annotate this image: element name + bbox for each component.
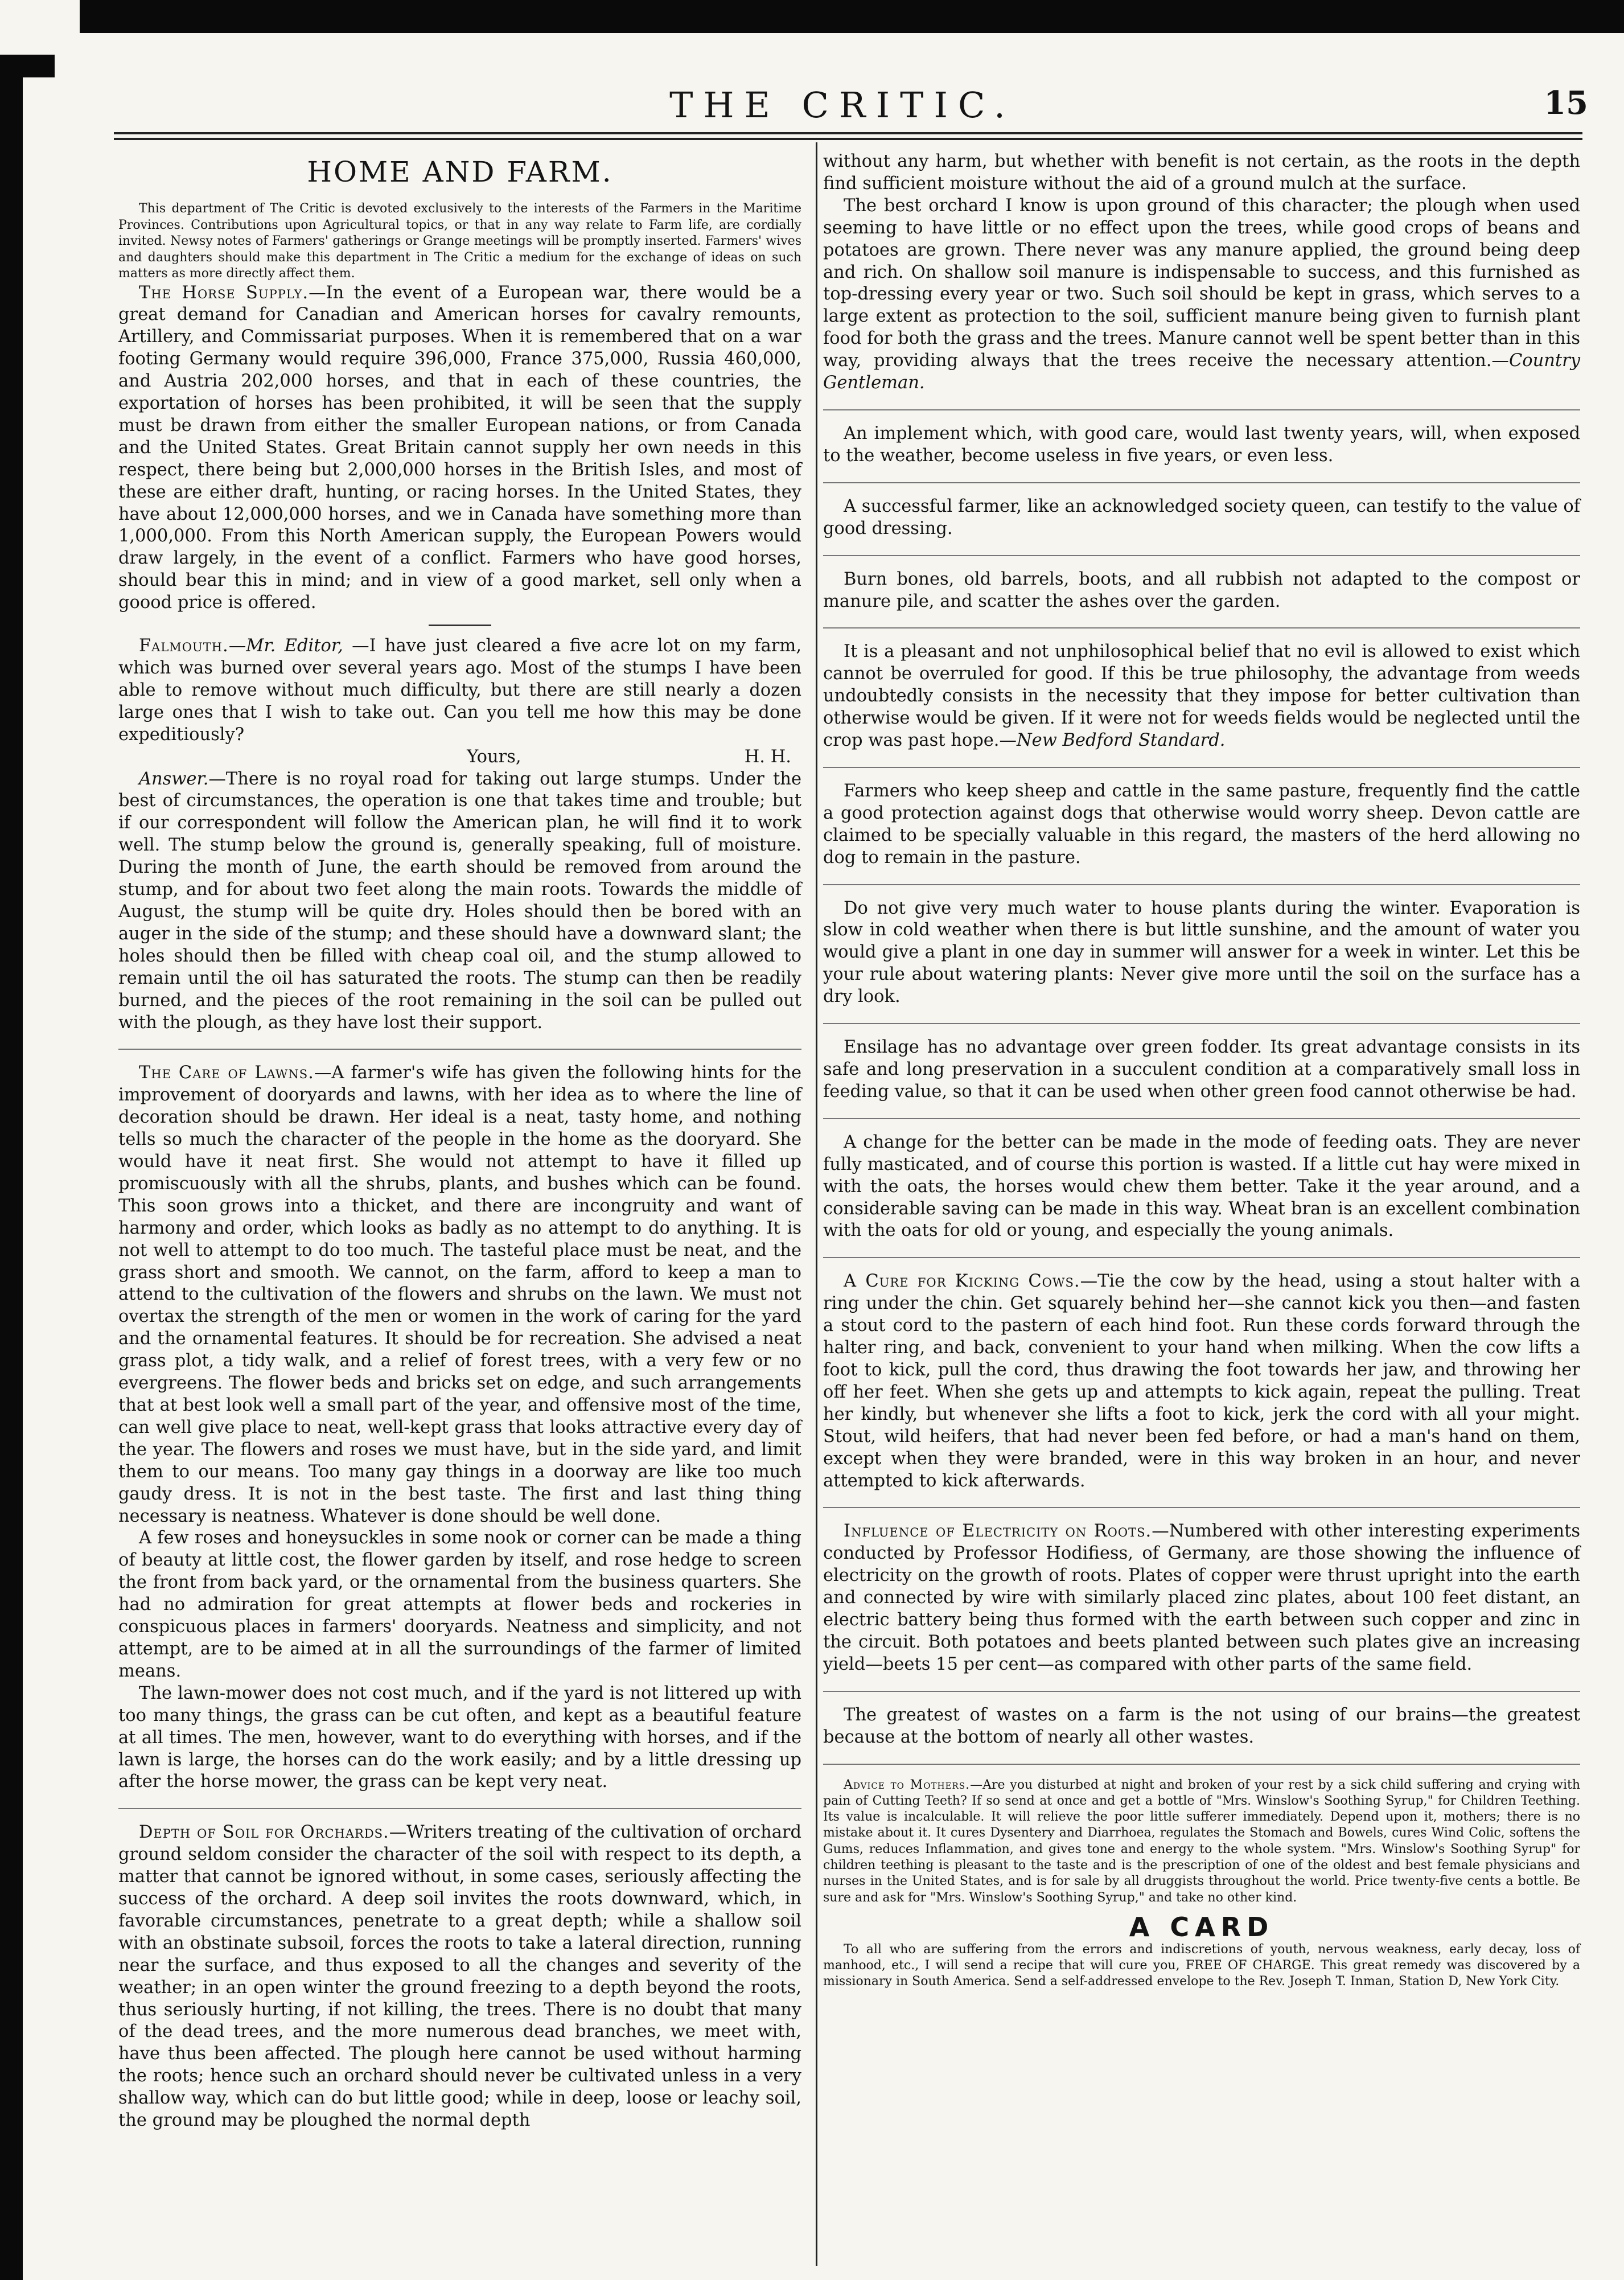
answer-label: Answer. xyxy=(139,769,209,789)
note-wastes: The greatest of wastes on a farm is the not using of our brains—the greatest because at the bottom of nearly all other wastes. xyxy=(823,1704,1580,1747)
note-ensilage: Ensilage has no advantage over green fodder. Its great advantage consists in its safe and long preservation in a succulent condition at a comparatively small loss in feeding value, so that it can be used when other green food cannot otherwise be had. xyxy=(823,1037,1580,1102)
top-border xyxy=(80,0,1624,33)
note-sheep: Farmers who keep sheep and cattle in the same pasture, frequently find the cattle a good protection against dogs that otherwise would worry sheep. Devon cattle are claimed to be specially valuable in this regard, the masters of the herd allowing no dog to remain in the pasture. xyxy=(823,780,1580,868)
article-heading: A Cure for Kicking Cows. xyxy=(844,1271,1080,1292)
separator xyxy=(823,555,1580,556)
article-body: —A farmer's wife has given the following hints for the improvement of dooryards and lawns, with her idea as to where the line of decoration should be drawn. Her ideal is a neat, tasty home, and nothing tells so much the character of the people in the home as the dooryard. She would have it neat first. She would not attempt to have it filled up promiscuously with all the shrubs, plants, and bushes which can be found. This soon grows into a thicket, and there are incongruity and want of harmony and order, which looks as badly as no attempt to do anything. It is not well to attempt to do too much. The tasteful place must be neat, and the grass short and smooth. We cannot, on the farm, afford to keep a man to attend to the cultivation of the flowers and shrubs on the lawn. We must not overtax the strength of the men or women in the work of caring for the yard and the ornamental features. It should be for recreation. She advised a neat grass plot, a tidy walk, and a relief of forest trees, with a very few or no evergreens. The flower beds and bricks set on edge, and such arrangements that at best look well a small part of the year, and offensive most of the time, can well give place to neat, well-kept grass that looks attractive every day of the year. The flowers and roses we must have, but in the side yard, and limit them to our means. Too many gay things in a doorway are like too much gaudy dress. It is not in the best taste. The first and last thing thing necessary is neatness. Whatever is done should be well done. xyxy=(118,1063,801,1526)
article-body: —I have just cleared a five acre lot on my farm, which was burned over several years ago. Most of the stumps I have been able to remove without much difficulty, but there are still nearly a dozen large ones that I wish to take out. Can you tell me how this may be done expeditiously? xyxy=(118,636,802,745)
article-source: Country Gentleman. xyxy=(823,351,1580,393)
article-paragraph xyxy=(823,195,1580,395)
article-depth-of-soil xyxy=(118,1822,801,2132)
newspaper-title: THE CRITIC. xyxy=(669,84,1015,126)
section-title: HOME AND FARM. xyxy=(307,155,613,188)
separator xyxy=(429,625,491,626)
article-heading: Depth of Soil for Orchards. xyxy=(139,1822,389,1843)
left-column xyxy=(118,151,801,2132)
signature-initials: H. H. xyxy=(744,746,791,767)
note-bones: Burn bones, old barrels, boots, and all rubbish not adapted to the compost or manure pile, and scatter the ashes over the garden. xyxy=(823,569,1580,611)
salutation: —Mr. Editor, xyxy=(228,636,343,656)
article-body: —Tie the cow by the head, using a stout halter with a ring under the chin. Get squarely behind her—she cannot kick you then—and fasten a stout cord to the pastern of each hind foot. Run these cords forward through the halter ring, and back, convenient to your hand when milking. When the cow lifts a foot to kick, pull the cord, thus drawing the foot towards her jaw, and throwing her off her feet. When she gets up and attempts to kick again, repeat the pulling. Treat her kindly, but whenever she lifts a foot to kick, jerk the cord with all your might. Stout, wild heifers, that had never been fed before, or had a man's hand on them, except when they were branded, were in this way broken in an hour, and never attempted to kick afterwards. xyxy=(823,1271,1580,1491)
article-body: —Numbered with other interesting experiments conducted by Professor Hodifiess, of Germany, are those showing the influence of electricity on the growth of roots. Plates of copper were thrust upright into the earth and connected by wire with similarly placed zinc plates, about 100 feet distant, an electric battery being thus formed with the earth between such copper and zinc in the circuit. Both potatoes and beets planted between such plates give an increasing yield—beets 15 per cent—as compared with other parts of the same field. xyxy=(823,1521,1580,1674)
article-horse-supply xyxy=(118,282,801,615)
left-border xyxy=(0,55,23,2280)
article-care-of-lawns xyxy=(118,1062,801,1527)
note-house-plants: Do not give very much water to house plants during the winter. Evaporation is slow in cold weather when there is but little sunshine, and the amount of water you would give a plant in one day in summer will answer for a week in winter. Let this be your rule about watering plants: Never give more until the soil on the surface has a dry look. xyxy=(823,898,1580,1007)
separator xyxy=(823,1764,1580,1765)
article-paragraph: The lawn-mower does not cost much, and if the yard is not littered up with too many things, the grass can be cut often, and kept as a beautiful feature at all times. The men, however, want to do everything with horses, and if the lawn is large, the horses can do the work easily; and by a little dressing up after the horse mower, the grass can be kept very neat. xyxy=(118,1683,801,1792)
advertisement-advice-to-mothers xyxy=(823,1777,1580,1906)
card-title: A CARD xyxy=(1129,1911,1274,1942)
ad-heading: Advice to Mothers. xyxy=(844,1777,971,1792)
article-heading: The Care of Lawns. xyxy=(139,1063,314,1083)
article-body: —Writers treating of the cultivation of orchard ground seldom consider the character of the soil with respect to its depth, a matter that cannot be ignored without, in some cases, seriously affecting the success of the orchard. A deep soil invites the roots downward, which, in favorable circumstances, penetrate to a great depth; while a shallow soil with an obstinate subsoil, forces the roots to take a lateral direction, running near the surface, and thus exposed to all the changes and severity of the weather; in an open winter the ground freezing to a depth beyond the roots, thus seriously hurting, if not killing, the trees. There is no doubt that many of the dead trees, and the more numerous dead branches, we meet with, have thus been affected. The plough here cannot be used without harming the roots; hence such an orchard should never be cultivated unless in a very shallow way, which can do but little good; while in deep, loose or leachy soil, the ground may be ploughed the normal depth xyxy=(118,1822,802,2131)
article-answer xyxy=(118,769,801,1034)
note-oats: A change for the better can be made in the mode of feeding oats. They are never fully masticated, and of course this portion is wasted. If a little cut hay were mixed in with the oats, the horses would chew them better. Take it the year around, and a considerable saving can be made in this way. Wheat bran is an excellent combination with the oats for old or young, and especially the young animals. xyxy=(823,1132,1580,1241)
article-heading: Falmouth. xyxy=(139,636,229,656)
separator xyxy=(118,1808,801,1809)
separator xyxy=(823,482,1580,483)
article-heading: Influence of Electricity on Roots. xyxy=(844,1521,1152,1542)
separator xyxy=(823,1257,1580,1258)
article-paragraph: A few roses and honeysuckles in some nook or corner can be made a thing of beauty at little cost, the flower garden by itself, and rose hedge to screen the front from back yard, or the ornamental from the business quarters. She had no admiration for great attempts at flower beds and rockeries in conspicuous places in farmers' dooryards. Neatness and simplicity, and not attempt, are to be aimed at in all the surroundings of the farmer of limited means. xyxy=(118,1528,801,1681)
header-rule-bottom xyxy=(114,138,1582,140)
article-kicking-cows xyxy=(823,1271,1580,1492)
article-body: —There is no royal road for taking out large stumps. Under the best of circumstances, the operation is one that takes time and trouble; but if our correspondent will follow the American plan, he will find it to work well. The stump below the ground is, generally speaking, full of moisture. During the month of June, the earth should be removed from around the stump, and for about two feet along the main roots. Towards the middle of August, the stump will be quite dry. Holes should then be bored with an auger in the side of the stump; and these should have a downward slant; the holes should then be filled with cheap coal oil, and the stump allowed to remain until the oil has saturated the roots. The stump can then be readily burned, and the pieces of the root remaining in the soil can be pulled out with the plough, as they have lost their support. xyxy=(118,769,801,1033)
separator xyxy=(823,1023,1580,1024)
article-source: New Bedford Standard. xyxy=(1016,730,1226,751)
right-column xyxy=(823,151,1580,1990)
signature xyxy=(118,746,801,769)
article-continuation: without any harm, but whether with benefit is not certain, as the roots in the depth find sufficient moisture without the aid of a ground mulch at the surface. xyxy=(823,151,1580,194)
article-heading: The Horse Supply. xyxy=(139,282,309,303)
separator xyxy=(823,1118,1580,1119)
signature-yours: Yours, xyxy=(467,746,521,767)
article-body: It is a pleasant and not unphilosophical belief that no evil is allowed to exist which cannot be overruled for good. If this be true philosophy, the advantage from weeds undoubtedly consists in the necessity that they impose for better cultivation than otherwise would be given. If it were not for weeds fields would be neglected until the crop was past hope.— xyxy=(823,642,1580,751)
column-rule xyxy=(816,142,817,2266)
header-rule-top xyxy=(114,132,1582,134)
article-falmouth xyxy=(118,635,801,746)
separator xyxy=(823,627,1580,628)
note-weeds xyxy=(823,641,1580,752)
separator xyxy=(823,884,1580,885)
separator xyxy=(823,1507,1580,1508)
section-intro: This department of The Critic is devoted exclusively to the interests of the Farmers in the Maritime Provinces. Contributions upon Agricultural topics, or that in any way relate to Farm life, are cordially invited. Newsy notes of Farmers' gatherings or Grange meetings will be promptly inserted. Farmers' wives and daughters should make this department in The Critic a medium for the exchange of ideas on such matters as more directly affect them. xyxy=(118,202,801,281)
separator xyxy=(118,1049,801,1050)
page-number: 15 xyxy=(1544,84,1588,122)
article-body: The best orchard I know is upon ground of this character; the plough when used seeming to have little or no effect upon the trees, while good crops of beans and potatoes are grown. There never was any manure applied, the ground being deep and rich. On shallow soil manure is indispensable to success, and this furnished as top-dressing every year or two. Such soil should be kept in grass, which serves to a large extent as protection to the soil, sufficient manure being given to furnish plant food for both the grass and the trees. Manure cannot well be spent better than in this way, providing always that the trees receive the necessary attention.— xyxy=(823,195,1580,371)
note-dressing: A successful farmer, like an acknowledged society queen, can testify to the value of good dressing. xyxy=(823,496,1580,539)
card-body: To all who are suffering from the errors and indiscretions of youth, nervous weakness, early decay, loss of manhood, etc., I will send a recipe that will cure you, FREE OF CHARGE. This great remedy was discovered by a missionary in South America. Send a self-addressed envelope to the Rev. Joseph T. Inman, Station D, New York City. xyxy=(823,1942,1580,1989)
separator xyxy=(823,409,1580,410)
separator xyxy=(823,767,1580,768)
masthead xyxy=(97,84,1588,135)
article-electricity xyxy=(823,1521,1580,1675)
ad-body: —Are you disturbed at night and broken of your rest by a sick child suffering and crying with pain of Cutting Teeth? If so send at once and get a bottle of "Mrs. Winslow's Soothing Syrup," for Children Teething. Its value is incalculable. It will relieve the poor little sufferer immediately. Depend upon it, mothers; there is no mistake about it. It cures Dysentery and Diarrhoea, regulates the Stomach and Bowels, cures Wind Colic, softens the Gums, reduces Inflammation, and gives tone and energy to the whole system. "Mrs. Winslow's Soothing Syrup" for children teething is pleasant to the taste and is the prescription of one of the oldest and best female physicians and nurses in the United States, and is for sale by all druggists throughout the world. Price twenty-five cents a bottle. Be sure and ask for "Mrs. Winslow's Soothing Syrup," and take no other kind. xyxy=(823,1777,1581,1905)
article-body: —In the event of a European war, there would be a great demand for Canadian and American horses for cavalry remounts, Artillery, and Commissariat purposes. When it is remembered that on a war footing Germany would require 396,000, France 375,000, Russia 460,000, and Austria 202,000 horses, and that in each of these countries, the exportation of horses has been prohibited, it will be seen that the supply must be drawn from either the smaller European nations, or from Canada and the United States. Great Britain cannot supply her own needs in this respect, there being but 2,000,000 horses in the British Isles, and most of these are either draft, hunting, or racing horses. In the United States, they have about 12,000,000 horses, and we in Canada have something more than 1,000,000. From this North American supply, the European Powers would draw largely, in the event of a conflict. Farmers who have good horses, should bear this in mind; and in view of a good market, sell only when a goood price is offered. xyxy=(118,282,802,613)
note-implement: An implement which, with good care, would last twenty years, will, when exposed to the weather, become useless in five years, or even less. xyxy=(823,423,1580,466)
separator xyxy=(823,1691,1580,1692)
